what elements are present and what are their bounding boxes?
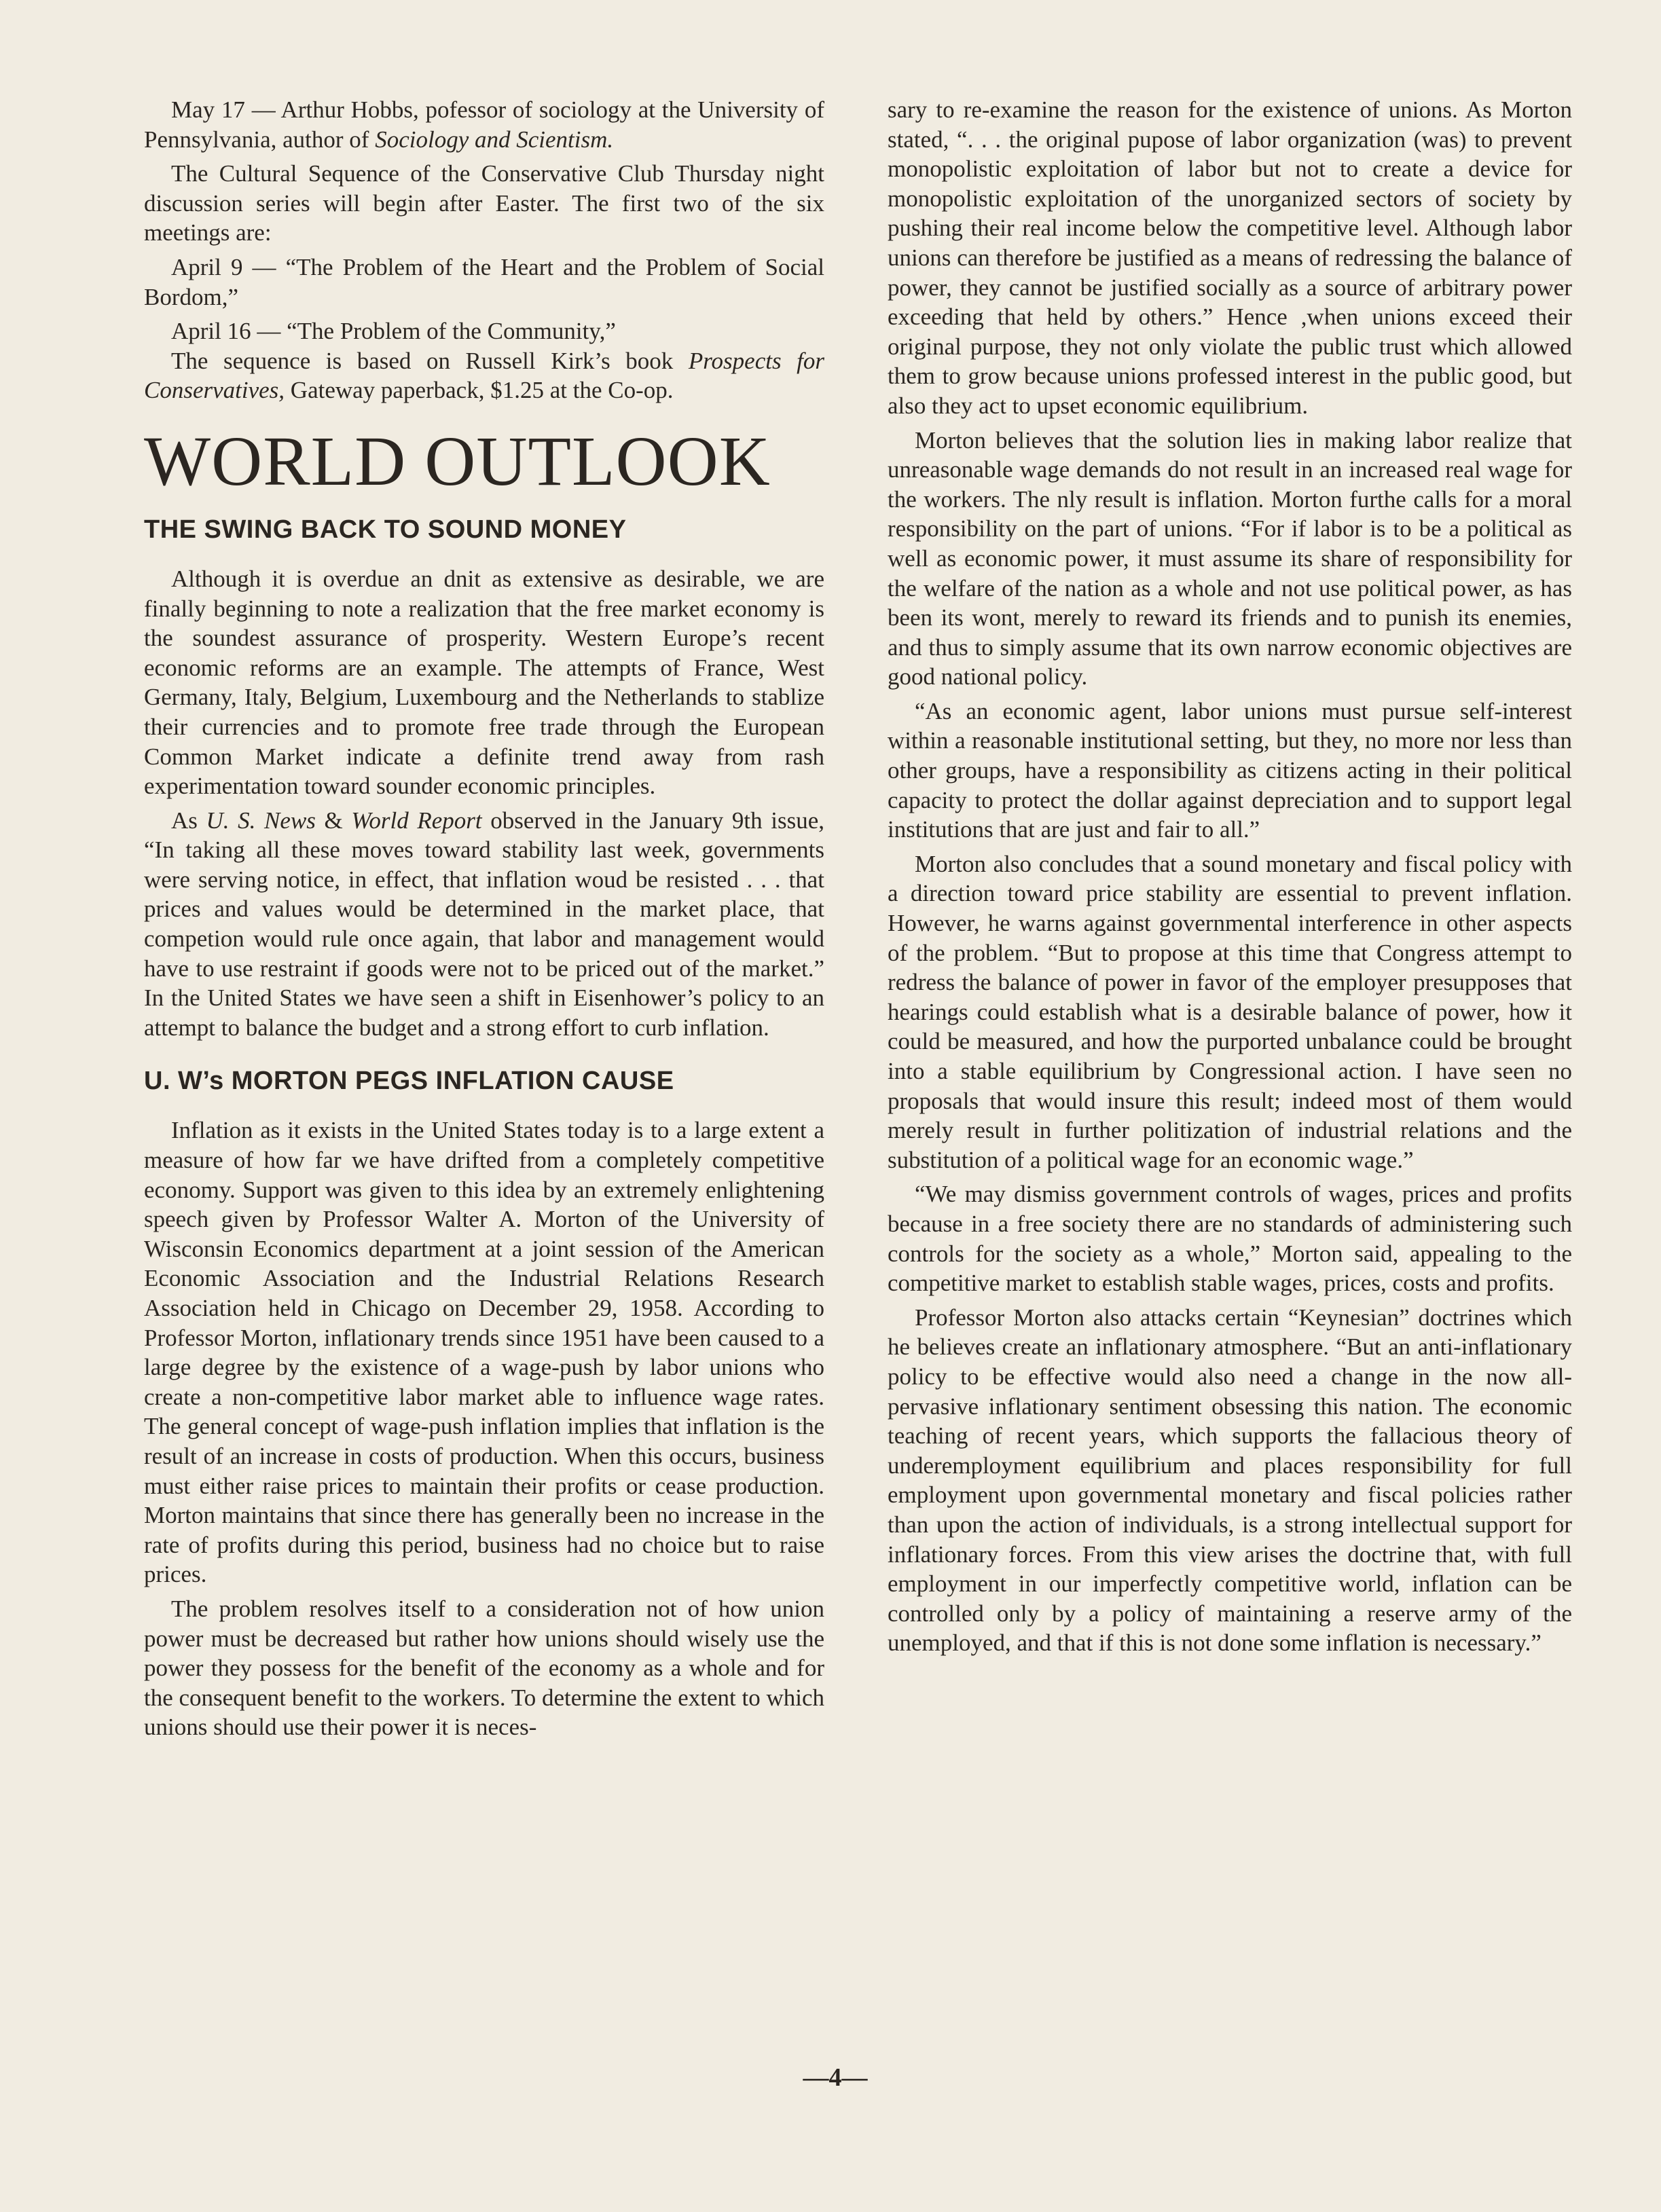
meeting-april-9: April 9 — “The Problem of the Heart and the Problem of Social Bordom,” — [144, 253, 824, 310]
sequence-source-paragraph — [144, 346, 824, 405]
article-heading-sound-money: THE SWING BACK TO SOUND MONEY — [144, 515, 627, 544]
right-column — [888, 95, 1572, 1663]
body-paragraph: sary to re-examine the reason for the existence of unions. As Morton stated, “. . . the original pupose of labor organization (was) to prevent monopolistic exploitation of labor but not to create a device for monopolistic exploitation of the unorganized sectors of society by pushing their real income below the competitive level. Although labor unions can therefore be justified as a means of redressing the balance of power, they cannot be justified socially as a source of arbitrary power exceeding that held by others.” Hence ,when unions exceed their original purpose, they not only violate the public trust which allowed them to grow because unions professed interest in the public good, but also they act to upset economic equilibrium. — [888, 96, 1572, 419]
body-paragraph: The problem resolves itself to a consideration not of how union power must be decreased but rather how unions should wisely use the power they possess for the benefit of the economy as a whole and for the consequent benefit to the workers. To determine the extent to which unions should use their power it is neces- — [144, 1595, 824, 1741]
body-text: As — [171, 807, 206, 834]
article-heading-morton: U. W’s MORTON PEGS INFLATION CAUSE — [144, 1067, 674, 1096]
body-text: & — [315, 807, 352, 834]
body-text: observed in the January 9th issue, “In taking all these moves toward stability last week, governments were serving notice, in effect, that inflation woud be resisted . . . that prices and values would be determined in the market place, that competion would rule once again, that labor and management would have to use restraint if goods were not to be priced out of the market.” In the United States we have seen a shift in Eisenhower’s policy to an attempt to balance the budget and a strong effort to curb inflation. — [144, 807, 825, 1041]
body-paragraph — [144, 806, 824, 1043]
body-paragraph: Morton also concludes that a sound monetary and fiscal policy with a direction toward price stability are essential to prevent inflation. However, he warns against governmental interference in other aspects of the problem. “But to propose at this time that Congress attempt to redress the balance of power in favor of the employer presupposes that hearings could establish what is a desirable balance of power, how it could be measured, and how the purported unbalance could be brought into a stable equilibrium by Congressional action. I have seen no proposals that would insure this result; indeed most of them would merely result in further politization of industrial relations and the substitution of a political wage for an economic wage.” — [888, 850, 1572, 1173]
body-paragraph: Inflation as it exists in the United States today is to a large extent a measure of how far we have drifted from a completely competitive economy. Support was given to this idea by an extremely enlightening speech given by Professor Walter A. Morton of the University of Wisconsin Economics department at a joint session of the American Economic Association and the Industrial Relations Research Association held in Chicago on December 29, 1958. According to Professor Morton, inflationary trends since 1951 have been caused to a large degree by the existence of a wage-push by labor unions who create a non-competitive labor market able to influence wage rates. The general concept of wage-push inflation implies that inflation is the result of an increase in costs of production. When this occurs, business must either raise prices to maintain their profits or cease production. Morton maintains that since there has generally been no increase in the rate of profits during this period, business had no choice but to raise prices. — [144, 1117, 824, 1588]
section-title: WORLD OUTLOOK — [144, 422, 771, 500]
cultural-sequence-paragraph: The Cultural Sequence of the Conservative Club Thursday night discussion series will begin after Easter. The first two of the six meetings are: — [144, 160, 824, 246]
page-number: —4— — [803, 2063, 868, 2092]
book-title: Prospects for Conservatives, — [144, 347, 824, 404]
publication-title: U. S. News — [206, 807, 316, 834]
body-paragraph: Although it is overdue an dnit as extensive as desirable, we are finally beginning to note a realization that the free market economy is the soundest assurance of prosperity. Western Europe’s recent economic reforms are an example. The attempts of France, West Germany, Italy, Belgium, Luxembourg and the Netherlands to stablize their currencies and to promote free trade through the European Common Market indicate a definite trend away from rash experimentation toward sounder economic principles. — [144, 565, 824, 800]
publication-title: World Report — [351, 807, 482, 834]
meeting-april-16: April 16 — “The Problem of the Community,” — [171, 318, 616, 345]
announcement-text: May 17 — Arthur Hobbs, pofessor of sociology at the University of Pennsylvania, author of — [144, 96, 824, 153]
book-title: Sociology and Scientism. — [375, 126, 614, 153]
body-paragraph: Professor Morton also attacks certain “Keynesian” doctrines which he believes create an inflationary atmosphere. “But an anti-inflationary policy to be effective would also need a change in the now all-pervasive inflationary sentiment obsessing this nation. The economic teaching of recent years, which supports the fallacious theory of underemployment equilibrium and places responsibility for full employment upon governmental monetary and fiscal policies rather than upon the action of individuals, is a strong intellectual support for inflationary forces. From this view arises the doctrine that, with full employment in our imperfectly competitive world, inflation can be controlled only by a policy of maintaining a reserve army of the unemployed, and that if this is not done some inflation is necessary.” — [888, 1304, 1572, 1657]
body-paragraph: “We may dismiss government controls of wages, prices and profits because in a free society there are no standards of administering such controls for the society as a whole,” Morton said, appealing to the competitive market to establish stable wages, prices, costs and profits. — [888, 1181, 1572, 1297]
announcement-may-17 — [144, 95, 824, 154]
left-column — [144, 95, 824, 1747]
body-paragraph: “As an economic agent, labor unions must pursue self-interest within a reasonable institutional setting, but they, no more nor less than other groups, have a responsibility as citizens acting in their political capacity to protect the dollar against depreciation and to support legal institutions that are just and fair to all.” — [888, 697, 1572, 843]
body-paragraph: Morton believes that the solution lies in making labor realize that unreasonable wage demands do not result in an increased real wage for the workers. The nly result is inflation. Morton furthe calls for a moral responsibility on the part of unions. “For if labor is to be a political as well as economic power, it must assume its share of responsibility for the welfare of the nation as a whole and not use political power, as has been its wont, merely to reward its friends and to punish its enemies, and thus to simply assume that its own narrow economic objectives are good national policy. — [888, 426, 1572, 690]
source-text: Gateway paperback, $1.25 at the Co-op. — [285, 377, 674, 404]
source-text: The sequence is based on Russell Kirk’s book — [171, 347, 689, 374]
